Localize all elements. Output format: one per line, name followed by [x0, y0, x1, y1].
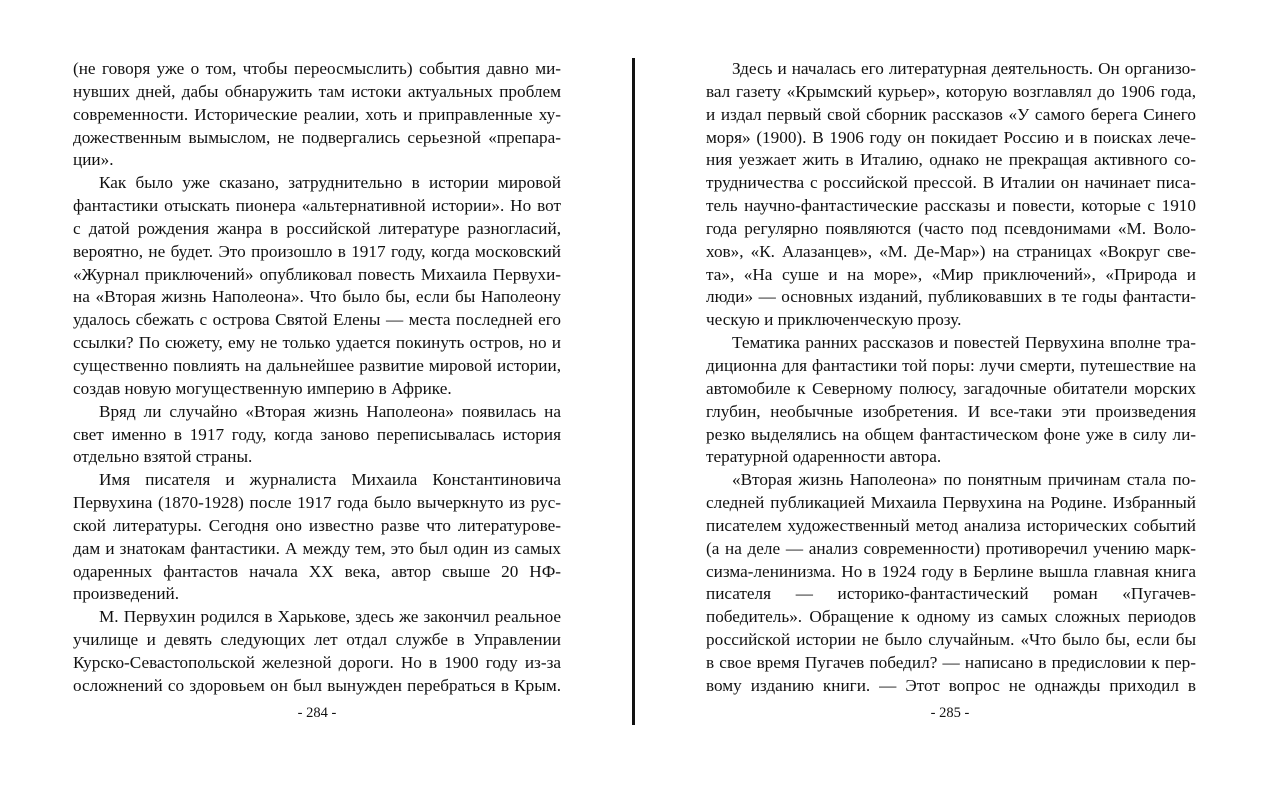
- text-line: дожественным вымыслом, не подвергались серьезной «препара-: [73, 127, 561, 147]
- text-line: Здесь и началась его литературная деятельность. Он организо-: [732, 59, 1196, 78]
- text-line: Курско-Севастопольской железной дороги. Но в 1900 году из-за: [73, 652, 561, 672]
- text-line: (а на деле — анализ современности) противоречил учению марк-: [706, 538, 1196, 558]
- text-line: «Журнал приключений» опубликовал повесть Михаила Первухи-: [73, 264, 561, 284]
- text-line: и издал первый свой сборник рассказов «У самого берега Синего: [706, 104, 1196, 124]
- text-line: произведений.: [73, 584, 180, 604]
- text-line: осложнений со здоровьем он был вынужден перебраться в Крым.: [73, 675, 561, 695]
- text-line: в свое время Пугачев победил? — написано в предисловии к пер-: [706, 652, 1196, 672]
- text-line: Вряд ли случайно «Вторая жизнь Наполеона» появилась на: [99, 401, 561, 421]
- text-line: та», «На суше и на море», «Мир приключений», «Природа и: [706, 264, 1196, 284]
- text-line: училище и девять следующих лет отдал службе в Управлении: [73, 630, 561, 650]
- text-line: тель научно-фантастические рассказы и повести, которые с 1910: [706, 196, 1196, 216]
- page-number-left: - 284 -: [297, 705, 337, 721]
- text-line: дам и знатокам фантастики. А между тем, это был один из самых: [73, 538, 561, 558]
- text-line: отдельно взятой страны.: [73, 447, 253, 467]
- left-page-text: [73, 58, 561, 698]
- text-line: победитель». Обращение к одному из самых сложных периодов: [706, 607, 1196, 627]
- text-line: М. Первухин родился в Харькове, здесь же закончил реальное: [99, 607, 561, 627]
- text-line: Первухина (1870-1928) после 1917 года было вычеркнуто из рус-: [73, 493, 561, 513]
- page-divider: [632, 58, 635, 725]
- text-line: ческую и приключенческую прозу.: [706, 310, 962, 330]
- text-line: свет именно в 1917 году, когда заново переписывалась история: [73, 424, 561, 444]
- text-line: ской литературы. Сегодня оно известно разве что литературове-: [73, 515, 561, 535]
- text-line: тературной одаренности автора.: [706, 447, 942, 467]
- right-page-text: [706, 58, 1196, 698]
- text-line: российской истории не было случайным. «Что было бы, если бы: [706, 630, 1196, 650]
- text-line: одаренных фантастов начала XX века, автор свыше 20 НФ-: [73, 561, 561, 581]
- text-line: вал газету «Крымский курьер», которую возглавлял до 1906 года,: [706, 81, 1196, 101]
- text-line: автомобиле к Северному полюсу, загадочные обитатели морских: [706, 378, 1196, 398]
- text-line: писателем художественный метод анализа исторических событий: [706, 515, 1196, 535]
- text-line: трудничества с российской прессой. В Италии он начинает писа-: [706, 173, 1196, 193]
- text-line: вероятно, не будет. Это произошло в 1917 году, когда московский: [73, 241, 561, 261]
- text-line: ния уезжает жить в Италию, однако не прекращая активного со-: [706, 150, 1196, 170]
- text-line: сизма-ленинизма. Но в 1924 году в Берлине вышла главная книга: [706, 561, 1196, 581]
- text-line: Тематика ранних рассказов и повестей Первухина вполне тра-: [732, 333, 1196, 353]
- text-line: вому изданию книги. — Этот вопрос не однажды приходил в: [706, 675, 1196, 695]
- text-line: ции».: [73, 150, 114, 170]
- text-line: современности. Исторические реалии, хоть и приправленные ху-: [73, 104, 561, 124]
- page-number-right: - 285 -: [930, 705, 970, 721]
- text-line: нувших дней, дабы обнаружить там истоки актуальных проблем: [73, 81, 561, 101]
- text-line: глубин, необычные изобретения. И все-таки эти произведения: [706, 401, 1196, 421]
- text-line: моря» (1900). В 1906 году он покидает Россию и в поисках лече-: [706, 127, 1196, 147]
- text-line: года регулярно появляются (часто под псевдонимами «М. Воло-: [706, 218, 1196, 238]
- text-line: существенно повлиять на дальнейшее развитие мировой истории,: [73, 355, 561, 375]
- text-line: удалось сбежать с острова Святой Елены — места последней его: [73, 310, 561, 330]
- text-line: писателя — историко-фантастический роман «Пугачев-: [706, 584, 1196, 604]
- text-line: с датой рождения жанра в российской литературе разногласий,: [73, 218, 561, 238]
- text-line: следней публикацией Михаила Первухина на Родине. Избранный: [706, 493, 1196, 513]
- text-line: «Вторая жизнь Наполеона» по понятным причинам стала по-: [732, 470, 1196, 490]
- text-line: на «Вторая жизнь Наполеона». Что было бы, если бы Наполеону: [73, 287, 561, 307]
- text-line: Имя писателя и журналиста Михаила Константиновича: [99, 470, 561, 490]
- text-line: хов», «К. Алазанцев», «М. Де-Мар») на страницах «Вокруг све-: [706, 241, 1196, 261]
- text-line: люди» — основных изданий, публиковавших в те годы фантасти-: [706, 287, 1196, 307]
- text-line: диционна для фантастики той поры: лучи смерти, путешествие на: [706, 355, 1196, 375]
- text-line: Как было уже сказано, затруднительно в истории мировой: [99, 173, 561, 193]
- text-line: ссылки? По сюжету, ему не только удается покинуть остров, но и: [73, 333, 561, 353]
- text-line: резко выделялись на общем фантастическом фоне уже в силу ли-: [706, 424, 1196, 444]
- text-line: создав новую могущественную империю в Африке.: [73, 378, 452, 398]
- text-line: фантастики отыскать пионера «альтернативной истории». Но вот: [73, 196, 561, 216]
- text-line: (не говоря уже о том, чтобы переосмыслить) события давно ми-: [73, 59, 561, 78]
